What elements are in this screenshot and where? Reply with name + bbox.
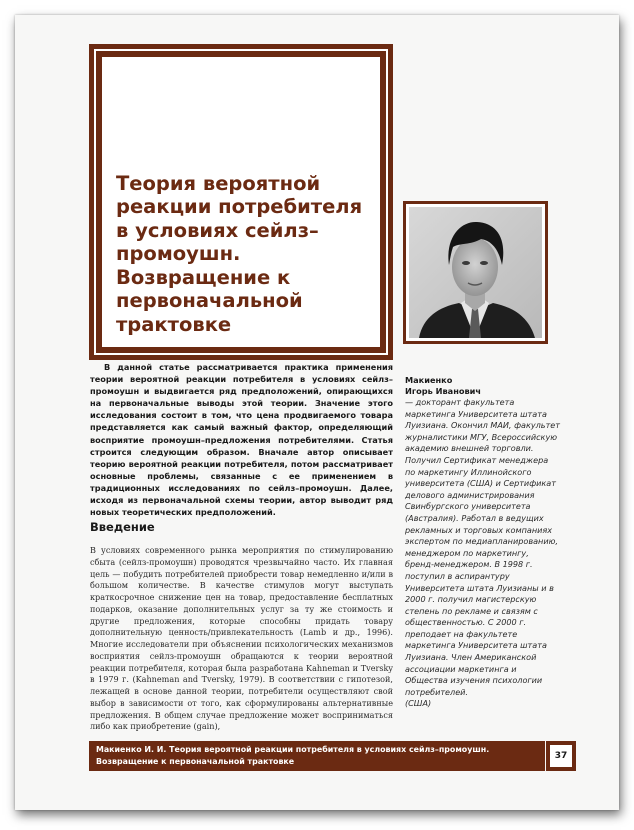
author-name: Макиенко Игорь Иванович — [405, 375, 482, 396]
author-photo — [409, 207, 542, 338]
article-abstract: В данной статье рассматривается практика применения теории вероятной реакции потребителя в условиях сейлз–промоушн и выдвигается ряд предположений, опирающихся на первоначальные выводы этой теории. Значение этого исследования состоит в том, что цена продвигаемого товара представляется как самый важный фактор, определяющий восприятие промоушн–предложения потребителями. Статья строится следующим образом. Вначале автор описывает теорию вероятной реакции потребителя, потом рассматривает основные проблемы, связанные с ее применением в традиционных исследованиях по сейлз–промоушн. Далее, исходя из первоначальной схемы теории, автор выводит ряд новых теоретических предположений. — [90, 362, 393, 518]
running-title: Макиенко И. И. Теория вероятной реакции потребителя в условиях сейлз–промоушн. Возвращение к первоначальной трактовке — [96, 745, 490, 766]
author-bio: — докторант факультета маркетинга Университета штата Луизиана. Окончил МАИ, факультет журналистики МГУ, Всероссийскую академию внешней торговли. Получил Сертификат менеджера по маркетингу Иллинойского университета (США) и Сертификат делового администрирования Свинбургского университета (Австралия). Работал в ведущих рекламных и торговых компаниях экспертом по медиапланированию, менеджером по маркетингу, бренд-менеджером. В 1998 г. поступил в аспирантуру Университета штата Луизианы и в 2000 г. получил магистерскую степень по рекламе и связям с общественностью. С 2000 г. преподает на факультете маркетинга Университета штата Луизиана. Член Американской ассоциации маркетинга и Общества изучения психологии потребителей. (США) — [405, 397, 560, 709]
author-photo-frame — [403, 201, 548, 344]
running-footer — [89, 741, 545, 771]
magazine-page — [15, 15, 619, 810]
page-number: 37 — [549, 744, 573, 768]
section-heading-introduction: Введение — [90, 520, 155, 534]
page-number-frame — [546, 741, 576, 771]
title-frame — [89, 44, 393, 360]
article-body: В условиях современного рынка мероприятия по стимулированию сбыта (сейлз-промоушн) проводятся чрезвычайно часто. Их главная цель — побудить потребителей приобрести товар немедленно и/или в большом количестве. В качестве стимулов могут выступать краткосрочное снижение цен на товар, предоставление бесплатных подарков, оказание дополнительных услуг за ту же стоимость и другие предложения, которые способны придать товару дополнительную ценность/привлекательность (Lamb и др., 1996). Многие исследователи при объяснении психологических механизмов восприятия сейлз-промоушн обращаются к теории вероятной реакции потребителя, которая была разработана Kahneman и Tversky в 1979 г. (Kahneman and Tversky, 1979). В соответствии с гипотезой, лежащей в основе данной теории, потребители осуществляют свой выбор в зависимости от того, как сформулированы альтернативные предложения. В общем случае предложение может восприниматься либо как приобретение (gain), — [90, 545, 393, 732]
article-title: Теория вероятной реакции потребителя в условиях сейлз–промоушн. Возвращение к первоначальной трактовке — [116, 171, 363, 336]
